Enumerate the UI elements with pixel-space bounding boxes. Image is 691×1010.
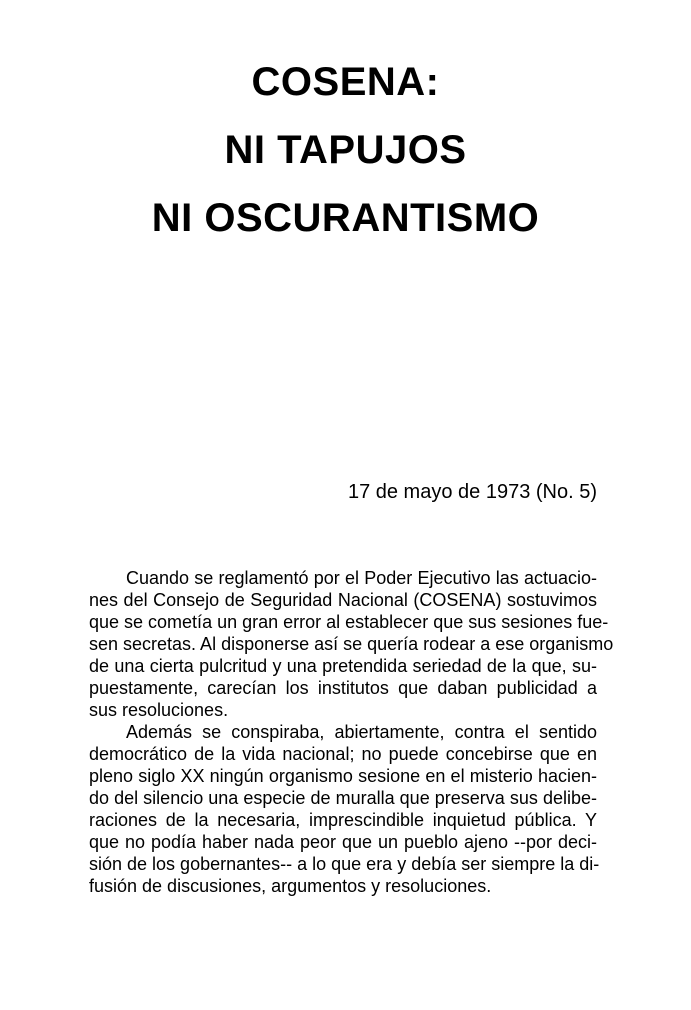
article-body [89, 567, 614, 897]
title-line-3: NI OSCURANTISMO [151, 196, 540, 240]
text-line: que se cometía un gran error al establecer que sus sesiones fue- [89, 612, 609, 632]
dateline: 17 de mayo de 1973 (No. 5) [347, 481, 597, 503]
paragraph-1 [89, 567, 614, 721]
text-line: Además se conspiraba, abiertamente, contra el sentido [126, 722, 597, 742]
text-line: sen secretas. Al disponerse así se quería rodear a ese organismo [89, 634, 614, 654]
text-line: do del silencio una especie de muralla que preserva sus delibe- [89, 788, 597, 808]
text-line: puestamente, carecían los institutos que daban publicidad a [89, 678, 597, 698]
text-line: fusión de discusiones, argumentos y resoluciones. [89, 876, 492, 896]
text-line: de una cierta pulcritud y una pretendida seriedad de la que, su- [89, 656, 597, 676]
text-line: sión de los gobernantes-- a lo que era y debía ser siempre la di- [89, 854, 600, 874]
title-line-1: COSENA: [251, 60, 440, 104]
text-line: sus resoluciones. [89, 700, 229, 720]
text-line: que no podía haber nada peor que un pueblo ajeno --por deci- [89, 832, 597, 852]
text-line: Cuando se reglamentó por el Poder Ejecutivo las actuacio- [126, 568, 597, 588]
text-line: democrático de la vida nacional; no puede concebirse que en [89, 744, 597, 764]
paragraph-2 [89, 721, 600, 897]
text-line: pleno siglo XX ningún organismo sesione en el misterio hacien- [89, 766, 597, 786]
text-line: nes del Consejo de Seguridad Nacional (COSENA) sostuvimos [89, 590, 597, 610]
text-line: raciones de la necesaria, imprescindible inquietud pública. Y [89, 810, 597, 830]
title-line-2: NI TAPUJOS [224, 128, 467, 172]
